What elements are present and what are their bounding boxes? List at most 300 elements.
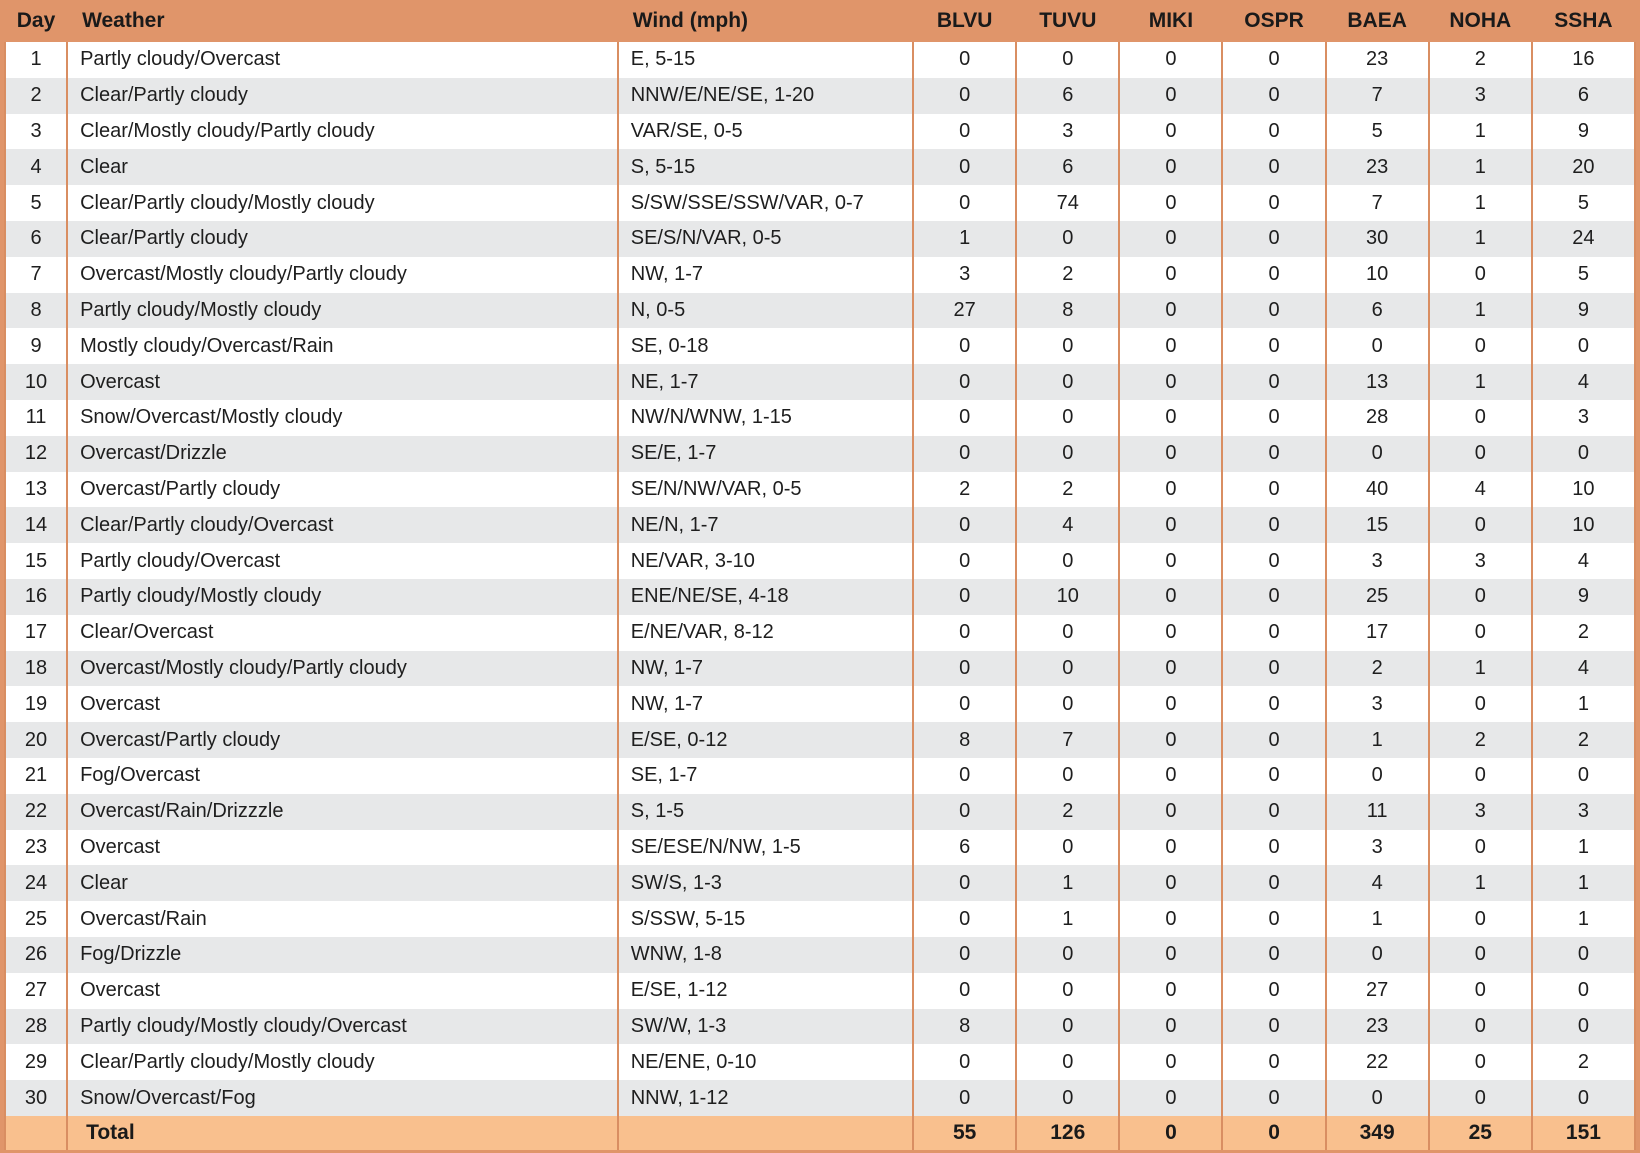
day-cell: 1 bbox=[5, 42, 67, 78]
count-cell-miki: 0 bbox=[1119, 973, 1222, 1009]
weather-cell: Fog/Drizzle bbox=[67, 937, 618, 973]
weather-cell: Partly cloudy/Overcast bbox=[67, 543, 618, 579]
count-cell-tuvu: 0 bbox=[1016, 1080, 1119, 1116]
count-cell-blvu: 0 bbox=[913, 507, 1016, 543]
count-cell-noha: 2 bbox=[1429, 722, 1532, 758]
count-cell-noha: 0 bbox=[1429, 257, 1532, 293]
count-cell-ospr: 0 bbox=[1222, 185, 1325, 221]
day-cell: 21 bbox=[5, 758, 67, 794]
weather-cell: Overcast/Mostly cloudy/Partly cloudy bbox=[67, 257, 618, 293]
count-cell-tuvu: 1 bbox=[1016, 865, 1119, 901]
weather-cell: Partly cloudy/Mostly cloudy bbox=[67, 579, 618, 615]
count-cell-noha: 3 bbox=[1429, 794, 1532, 830]
day-cell: 6 bbox=[5, 221, 67, 257]
weather-cell: Clear/Partly cloudy/Overcast bbox=[67, 507, 618, 543]
count-cell-blvu: 27 bbox=[913, 293, 1016, 329]
count-cell-miki: 0 bbox=[1119, 937, 1222, 973]
count-cell-ssha: 10 bbox=[1532, 507, 1635, 543]
weather-cell: Snow/Overcast/Mostly cloudy bbox=[67, 400, 618, 436]
count-cell-noha: 0 bbox=[1429, 436, 1532, 472]
table-row bbox=[5, 686, 1635, 722]
count-cell-ospr: 0 bbox=[1222, 579, 1325, 615]
weather-cell: Clear/Partly cloudy/Mostly cloudy bbox=[67, 185, 618, 221]
count-cell-baea: 22 bbox=[1326, 1044, 1429, 1080]
header-wind: Wind (mph) bbox=[618, 0, 913, 42]
table-row bbox=[5, 794, 1635, 830]
wind-cell: NNW/E/NE/SE, 1-20 bbox=[618, 78, 913, 114]
count-cell-noha: 1 bbox=[1429, 293, 1532, 329]
count-cell-ospr: 0 bbox=[1222, 114, 1325, 150]
count-cell-baea: 0 bbox=[1326, 937, 1429, 973]
count-cell-ssha: 0 bbox=[1532, 758, 1635, 794]
header-species-noha: NOHA bbox=[1429, 0, 1532, 42]
total-count-ospr: 0 bbox=[1222, 1116, 1325, 1150]
wind-cell: SE/ESE/N/NW, 1-5 bbox=[618, 830, 913, 866]
count-cell-miki: 0 bbox=[1119, 472, 1222, 508]
table-row bbox=[5, 615, 1635, 651]
count-cell-baea: 13 bbox=[1326, 364, 1429, 400]
count-cell-miki: 0 bbox=[1119, 579, 1222, 615]
day-cell: 16 bbox=[5, 579, 67, 615]
count-cell-ospr: 0 bbox=[1222, 78, 1325, 114]
weather-cell: Overcast bbox=[67, 686, 618, 722]
count-cell-noha: 0 bbox=[1429, 1009, 1532, 1045]
weather-cell: Partly cloudy/Overcast bbox=[67, 42, 618, 78]
day-cell: 29 bbox=[5, 1044, 67, 1080]
count-cell-ospr: 0 bbox=[1222, 293, 1325, 329]
count-cell-baea: 11 bbox=[1326, 794, 1429, 830]
day-cell: 18 bbox=[5, 651, 67, 687]
count-cell-ospr: 0 bbox=[1222, 615, 1325, 651]
count-cell-noha: 1 bbox=[1429, 185, 1532, 221]
count-cell-blvu: 0 bbox=[913, 579, 1016, 615]
count-cell-noha: 0 bbox=[1429, 830, 1532, 866]
count-cell-ospr: 0 bbox=[1222, 472, 1325, 508]
count-cell-miki: 0 bbox=[1119, 257, 1222, 293]
count-cell-tuvu: 0 bbox=[1016, 651, 1119, 687]
weather-cell: Overcast/Mostly cloudy/Partly cloudy bbox=[67, 651, 618, 687]
count-cell-ospr: 0 bbox=[1222, 328, 1325, 364]
table-row bbox=[5, 364, 1635, 400]
weather-cell: Overcast/Rain/Drizzzle bbox=[67, 794, 618, 830]
wind-cell: VAR/SE, 0-5 bbox=[618, 114, 913, 150]
count-cell-ssha: 0 bbox=[1532, 1009, 1635, 1045]
count-cell-tuvu: 0 bbox=[1016, 436, 1119, 472]
count-cell-noha: 0 bbox=[1429, 1044, 1532, 1080]
wind-cell: S/SW/SSE/SSW/VAR, 0-7 bbox=[618, 185, 913, 221]
count-cell-noha: 1 bbox=[1429, 221, 1532, 257]
count-cell-noha: 0 bbox=[1429, 328, 1532, 364]
weather-cell: Overcast bbox=[67, 364, 618, 400]
count-cell-tuvu: 0 bbox=[1016, 1044, 1119, 1080]
count-cell-tuvu: 0 bbox=[1016, 543, 1119, 579]
count-cell-blvu: 0 bbox=[913, 901, 1016, 937]
count-cell-ospr: 0 bbox=[1222, 973, 1325, 1009]
count-cell-baea: 3 bbox=[1326, 543, 1429, 579]
table-row bbox=[5, 257, 1635, 293]
day-cell: 2 bbox=[5, 78, 67, 114]
weather-cell: Clear bbox=[67, 865, 618, 901]
count-cell-ssha: 9 bbox=[1532, 293, 1635, 329]
count-cell-miki: 0 bbox=[1119, 436, 1222, 472]
table-footer bbox=[5, 1116, 1635, 1150]
count-cell-miki: 0 bbox=[1119, 543, 1222, 579]
count-cell-ssha: 4 bbox=[1532, 543, 1635, 579]
count-cell-miki: 0 bbox=[1119, 615, 1222, 651]
wind-cell: NW/N/WNW, 1-15 bbox=[618, 400, 913, 436]
day-cell: 25 bbox=[5, 901, 67, 937]
total-count-baea: 349 bbox=[1326, 1116, 1429, 1150]
count-cell-baea: 25 bbox=[1326, 579, 1429, 615]
count-cell-blvu: 0 bbox=[913, 78, 1016, 114]
count-cell-ospr: 0 bbox=[1222, 830, 1325, 866]
day-cell: 8 bbox=[5, 293, 67, 329]
day-cell: 14 bbox=[5, 507, 67, 543]
count-cell-ospr: 0 bbox=[1222, 221, 1325, 257]
count-cell-baea: 3 bbox=[1326, 686, 1429, 722]
count-cell-ssha: 1 bbox=[1532, 686, 1635, 722]
count-cell-miki: 0 bbox=[1119, 293, 1222, 329]
count-cell-ospr: 0 bbox=[1222, 651, 1325, 687]
weather-cell: Clear/Partly cloudy bbox=[67, 78, 618, 114]
table-row bbox=[5, 328, 1635, 364]
wind-cell: NE/VAR, 3-10 bbox=[618, 543, 913, 579]
wind-cell: NW, 1-7 bbox=[618, 257, 913, 293]
count-cell-ospr: 0 bbox=[1222, 42, 1325, 78]
weather-cell: Clear/Overcast bbox=[67, 615, 618, 651]
count-cell-tuvu: 0 bbox=[1016, 221, 1119, 257]
total-row bbox=[5, 1116, 1635, 1150]
wind-cell: S/SSW, 5-15 bbox=[618, 901, 913, 937]
total-day-cell bbox=[5, 1116, 67, 1150]
count-cell-tuvu: 74 bbox=[1016, 185, 1119, 221]
header-species-blvu: BLVU bbox=[913, 0, 1016, 42]
count-cell-blvu: 0 bbox=[913, 794, 1016, 830]
table-row bbox=[5, 400, 1635, 436]
count-cell-blvu: 0 bbox=[913, 42, 1016, 78]
table-row bbox=[5, 1009, 1635, 1045]
count-cell-baea: 0 bbox=[1326, 1080, 1429, 1116]
count-cell-blvu: 0 bbox=[913, 865, 1016, 901]
count-cell-tuvu: 4 bbox=[1016, 507, 1119, 543]
weather-cell: Clear/Partly cloudy/Mostly cloudy bbox=[67, 1044, 618, 1080]
wind-cell: SE/E, 1-7 bbox=[618, 436, 913, 472]
header-row bbox=[5, 0, 1635, 42]
count-cell-miki: 0 bbox=[1119, 722, 1222, 758]
count-cell-blvu: 6 bbox=[913, 830, 1016, 866]
count-cell-miki: 0 bbox=[1119, 149, 1222, 185]
count-cell-blvu: 0 bbox=[913, 328, 1016, 364]
day-cell: 19 bbox=[5, 686, 67, 722]
wind-cell: S, 5-15 bbox=[618, 149, 913, 185]
count-cell-tuvu: 6 bbox=[1016, 149, 1119, 185]
count-cell-baea: 15 bbox=[1326, 507, 1429, 543]
total-count-noha: 25 bbox=[1429, 1116, 1532, 1150]
count-cell-baea: 23 bbox=[1326, 42, 1429, 78]
count-cell-ospr: 0 bbox=[1222, 507, 1325, 543]
table-row bbox=[5, 149, 1635, 185]
table-row bbox=[5, 722, 1635, 758]
count-cell-ssha: 1 bbox=[1532, 865, 1635, 901]
count-cell-blvu: 0 bbox=[913, 149, 1016, 185]
day-cell: 3 bbox=[5, 114, 67, 150]
count-cell-ssha: 4 bbox=[1532, 364, 1635, 400]
count-cell-ospr: 0 bbox=[1222, 686, 1325, 722]
table-row bbox=[5, 543, 1635, 579]
table-row bbox=[5, 937, 1635, 973]
weather-cell: Overcast bbox=[67, 973, 618, 1009]
count-cell-baea: 1 bbox=[1326, 722, 1429, 758]
count-cell-blvu: 0 bbox=[913, 543, 1016, 579]
count-cell-blvu: 0 bbox=[913, 651, 1016, 687]
count-cell-ssha: 9 bbox=[1532, 579, 1635, 615]
day-cell: 17 bbox=[5, 615, 67, 651]
day-cell: 4 bbox=[5, 149, 67, 185]
day-cell: 11 bbox=[5, 400, 67, 436]
count-cell-tuvu: 2 bbox=[1016, 257, 1119, 293]
count-cell-baea: 6 bbox=[1326, 293, 1429, 329]
count-cell-tuvu: 0 bbox=[1016, 830, 1119, 866]
count-cell-ssha: 16 bbox=[1532, 42, 1635, 78]
count-cell-ospr: 0 bbox=[1222, 1044, 1325, 1080]
wind-cell: SW/S, 1-3 bbox=[618, 865, 913, 901]
count-cell-ospr: 0 bbox=[1222, 794, 1325, 830]
count-cell-noha: 0 bbox=[1429, 973, 1532, 1009]
count-cell-baea: 28 bbox=[1326, 400, 1429, 436]
count-cell-blvu: 1 bbox=[913, 221, 1016, 257]
wind-cell: N, 0-5 bbox=[618, 293, 913, 329]
count-cell-baea: 40 bbox=[1326, 472, 1429, 508]
count-cell-miki: 0 bbox=[1119, 651, 1222, 687]
count-cell-ssha: 0 bbox=[1532, 973, 1635, 1009]
header-species-baea: BAEA bbox=[1326, 0, 1429, 42]
wind-cell: NW, 1-7 bbox=[618, 686, 913, 722]
count-cell-tuvu: 0 bbox=[1016, 937, 1119, 973]
count-cell-tuvu: 2 bbox=[1016, 472, 1119, 508]
count-cell-blvu: 0 bbox=[913, 185, 1016, 221]
table-row bbox=[5, 436, 1635, 472]
wind-cell: E/NE/VAR, 8-12 bbox=[618, 615, 913, 651]
table-row bbox=[5, 78, 1635, 114]
wind-cell: E/SE, 0-12 bbox=[618, 722, 913, 758]
count-cell-ssha: 9 bbox=[1532, 114, 1635, 150]
weather-cell: Clear bbox=[67, 149, 618, 185]
count-cell-ssha: 24 bbox=[1532, 221, 1635, 257]
count-cell-miki: 0 bbox=[1119, 686, 1222, 722]
count-cell-blvu: 0 bbox=[913, 114, 1016, 150]
weather-cell: Clear/Partly cloudy bbox=[67, 221, 618, 257]
count-cell-miki: 0 bbox=[1119, 328, 1222, 364]
weather-cell: Partly cloudy/Mostly cloudy bbox=[67, 293, 618, 329]
day-cell: 20 bbox=[5, 722, 67, 758]
day-cell: 27 bbox=[5, 973, 67, 1009]
count-cell-ssha: 2 bbox=[1532, 1044, 1635, 1080]
table-row bbox=[5, 973, 1635, 1009]
wind-cell: SE, 1-7 bbox=[618, 758, 913, 794]
count-cell-noha: 1 bbox=[1429, 865, 1532, 901]
count-cell-miki: 0 bbox=[1119, 114, 1222, 150]
table-row bbox=[5, 901, 1635, 937]
day-cell: 7 bbox=[5, 257, 67, 293]
count-cell-ospr: 0 bbox=[1222, 543, 1325, 579]
count-cell-tuvu: 0 bbox=[1016, 973, 1119, 1009]
count-cell-baea: 2 bbox=[1326, 651, 1429, 687]
day-cell: 24 bbox=[5, 865, 67, 901]
day-cell: 9 bbox=[5, 328, 67, 364]
total-count-tuvu: 126 bbox=[1016, 1116, 1119, 1150]
count-cell-noha: 3 bbox=[1429, 543, 1532, 579]
header-species-ospr: OSPR bbox=[1222, 0, 1325, 42]
weather-raptor-table bbox=[4, 0, 1636, 1150]
count-cell-miki: 0 bbox=[1119, 1080, 1222, 1116]
count-cell-noha: 1 bbox=[1429, 149, 1532, 185]
day-cell: 23 bbox=[5, 830, 67, 866]
count-cell-ssha: 0 bbox=[1532, 937, 1635, 973]
count-cell-miki: 0 bbox=[1119, 1009, 1222, 1045]
count-cell-ospr: 0 bbox=[1222, 149, 1325, 185]
count-cell-tuvu: 0 bbox=[1016, 42, 1119, 78]
weather-cell: Overcast bbox=[67, 830, 618, 866]
table-row bbox=[5, 1044, 1635, 1080]
header-species-ssha: SSHA bbox=[1532, 0, 1635, 42]
count-cell-ssha: 10 bbox=[1532, 472, 1635, 508]
count-cell-noha: 1 bbox=[1429, 364, 1532, 400]
count-cell-tuvu: 3 bbox=[1016, 114, 1119, 150]
count-cell-blvu: 0 bbox=[913, 1044, 1016, 1080]
count-cell-baea: 7 bbox=[1326, 78, 1429, 114]
wind-cell: ENE/NE/SE, 4-18 bbox=[618, 579, 913, 615]
table-body bbox=[5, 42, 1635, 1116]
count-cell-miki: 0 bbox=[1119, 507, 1222, 543]
count-cell-noha: 0 bbox=[1429, 758, 1532, 794]
count-cell-ssha: 20 bbox=[1532, 149, 1635, 185]
day-cell: 13 bbox=[5, 472, 67, 508]
count-cell-miki: 0 bbox=[1119, 364, 1222, 400]
count-cell-baea: 23 bbox=[1326, 1009, 1429, 1045]
count-cell-noha: 0 bbox=[1429, 901, 1532, 937]
weather-cell: Snow/Overcast/Fog bbox=[67, 1080, 618, 1116]
count-cell-tuvu: 7 bbox=[1016, 722, 1119, 758]
total-wind-cell bbox=[618, 1116, 913, 1150]
count-cell-tuvu: 0 bbox=[1016, 758, 1119, 794]
count-cell-blvu: 0 bbox=[913, 937, 1016, 973]
day-cell: 28 bbox=[5, 1009, 67, 1045]
count-cell-blvu: 0 bbox=[913, 1080, 1016, 1116]
count-cell-noha: 3 bbox=[1429, 78, 1532, 114]
count-cell-ssha: 5 bbox=[1532, 185, 1635, 221]
count-cell-baea: 3 bbox=[1326, 830, 1429, 866]
count-cell-miki: 0 bbox=[1119, 185, 1222, 221]
count-cell-blvu: 3 bbox=[913, 257, 1016, 293]
count-cell-baea: 30 bbox=[1326, 221, 1429, 257]
count-cell-tuvu: 0 bbox=[1016, 364, 1119, 400]
wind-cell: SW/W, 1-3 bbox=[618, 1009, 913, 1045]
weather-cell: Clear/Mostly cloudy/Partly cloudy bbox=[67, 114, 618, 150]
count-cell-ssha: 0 bbox=[1532, 436, 1635, 472]
count-cell-miki: 0 bbox=[1119, 42, 1222, 78]
count-cell-tuvu: 10 bbox=[1016, 579, 1119, 615]
count-cell-noha: 0 bbox=[1429, 1080, 1532, 1116]
wind-cell: S, 1-5 bbox=[618, 794, 913, 830]
count-cell-noha: 0 bbox=[1429, 507, 1532, 543]
count-cell-ssha: 2 bbox=[1532, 722, 1635, 758]
count-cell-ssha: 6 bbox=[1532, 78, 1635, 114]
wind-cell: WNW, 1-8 bbox=[618, 937, 913, 973]
weather-cell: Overcast/Partly cloudy bbox=[67, 722, 618, 758]
count-cell-miki: 0 bbox=[1119, 400, 1222, 436]
count-cell-miki: 0 bbox=[1119, 78, 1222, 114]
count-cell-noha: 0 bbox=[1429, 579, 1532, 615]
count-cell-ospr: 0 bbox=[1222, 1009, 1325, 1045]
count-cell-ssha: 1 bbox=[1532, 901, 1635, 937]
count-cell-noha: 1 bbox=[1429, 651, 1532, 687]
count-cell-blvu: 0 bbox=[913, 758, 1016, 794]
header-species-miki: MIKI bbox=[1119, 0, 1222, 42]
count-cell-blvu: 0 bbox=[913, 436, 1016, 472]
count-cell-ssha: 0 bbox=[1532, 328, 1635, 364]
count-cell-ospr: 0 bbox=[1222, 436, 1325, 472]
day-cell: 22 bbox=[5, 794, 67, 830]
count-cell-ospr: 0 bbox=[1222, 901, 1325, 937]
count-cell-ssha: 3 bbox=[1532, 400, 1635, 436]
count-cell-tuvu: 6 bbox=[1016, 78, 1119, 114]
day-cell: 10 bbox=[5, 364, 67, 400]
count-cell-ospr: 0 bbox=[1222, 937, 1325, 973]
table-row bbox=[5, 293, 1635, 329]
count-cell-baea: 5 bbox=[1326, 114, 1429, 150]
count-cell-tuvu: 8 bbox=[1016, 293, 1119, 329]
count-cell-ssha: 5 bbox=[1532, 257, 1635, 293]
count-cell-noha: 1 bbox=[1429, 114, 1532, 150]
count-cell-baea: 10 bbox=[1326, 257, 1429, 293]
count-cell-ospr: 0 bbox=[1222, 400, 1325, 436]
wind-cell: SE/S/N/VAR, 0-5 bbox=[618, 221, 913, 257]
table-row bbox=[5, 830, 1635, 866]
wind-cell: E/SE, 1-12 bbox=[618, 973, 913, 1009]
header-day: Day bbox=[5, 0, 67, 42]
count-cell-tuvu: 0 bbox=[1016, 1009, 1119, 1045]
total-label: Total bbox=[67, 1116, 618, 1150]
count-cell-ssha: 4 bbox=[1532, 651, 1635, 687]
count-cell-miki: 0 bbox=[1119, 901, 1222, 937]
day-cell: 26 bbox=[5, 937, 67, 973]
count-cell-ssha: 0 bbox=[1532, 1080, 1635, 1116]
count-cell-tuvu: 2 bbox=[1016, 794, 1119, 830]
count-cell-tuvu: 0 bbox=[1016, 400, 1119, 436]
count-cell-miki: 0 bbox=[1119, 758, 1222, 794]
count-cell-baea: 0 bbox=[1326, 436, 1429, 472]
count-cell-noha: 0 bbox=[1429, 400, 1532, 436]
wind-cell: SE/N/NW/VAR, 0-5 bbox=[618, 472, 913, 508]
wind-cell: NW, 1-7 bbox=[618, 651, 913, 687]
count-cell-noha: 2 bbox=[1429, 42, 1532, 78]
day-cell: 5 bbox=[5, 185, 67, 221]
table-row bbox=[5, 865, 1635, 901]
total-count-ssha: 151 bbox=[1532, 1116, 1635, 1150]
count-cell-blvu: 0 bbox=[913, 400, 1016, 436]
count-cell-tuvu: 1 bbox=[1016, 901, 1119, 937]
wind-cell: NE, 1-7 bbox=[618, 364, 913, 400]
table-row bbox=[5, 114, 1635, 150]
weather-cell: Overcast/Drizzle bbox=[67, 436, 618, 472]
count-cell-miki: 0 bbox=[1119, 1044, 1222, 1080]
day-cell: 12 bbox=[5, 436, 67, 472]
count-cell-baea: 27 bbox=[1326, 973, 1429, 1009]
count-cell-miki: 0 bbox=[1119, 794, 1222, 830]
wind-cell: NE/ENE, 0-10 bbox=[618, 1044, 913, 1080]
count-cell-blvu: 0 bbox=[913, 615, 1016, 651]
count-cell-blvu: 8 bbox=[913, 722, 1016, 758]
